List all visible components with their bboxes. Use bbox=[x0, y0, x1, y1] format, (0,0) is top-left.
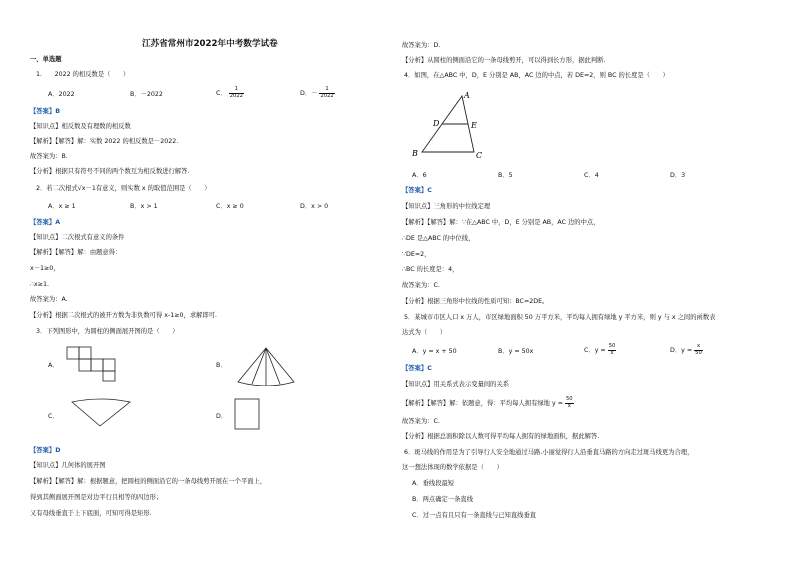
q4-step-2: ∵DE=2， bbox=[402, 251, 431, 258]
q4-option-a: A．6 bbox=[412, 172, 427, 179]
q4-step-3: ∴BC 的长度是：4， bbox=[402, 266, 459, 273]
q1-option-c-fraction: $\frac{1}{2022}$ bbox=[229, 86, 243, 99]
q3-step-2: 又有母线垂直于上下底面，可知可得是矩形. bbox=[30, 510, 152, 517]
q1-option-a: A．2022 bbox=[48, 91, 75, 98]
q2-conclusion: 故答案为：A. bbox=[30, 296, 68, 303]
q1-knowledge-point: 【知识点】相反数及有理数的相反数 bbox=[30, 123, 131, 130]
q3-pyramid-net-figure bbox=[236, 346, 296, 386]
q4-option-c: C．4 bbox=[584, 172, 599, 179]
q3-sector-figure bbox=[70, 398, 132, 428]
q3-solution: 【解析】【解答】解：根据题意，把圆柱的侧面沿它的一条母线剪开展在一个平面上， bbox=[30, 478, 267, 485]
q6-option-c: C．过一点有且只有一条直线与已知直线垂直 bbox=[412, 512, 537, 519]
q4-analysis: 【分析】根据三角形中位线的性质可知：BC=2DE。 bbox=[402, 298, 549, 305]
q2-analysis: 【分析】根据二次根式的被开方数为非负数可得 x-1≥0，求解即可. bbox=[30, 312, 218, 319]
question-1-stem: 1. 2022 的相反数是（ ） bbox=[36, 71, 130, 78]
q5-option-a: A．y = x + 50 bbox=[412, 348, 457, 355]
label-D: D bbox=[433, 119, 440, 128]
q5-option-c bbox=[584, 344, 616, 356]
q1-option-c bbox=[216, 87, 244, 99]
question-4-stem: 4．如图，在△ABC 中，D，E 分别是 AB，AC 边的中点，若 DE=2，则 BC 的长度是（ ） bbox=[404, 72, 669, 79]
q1-answer: 【答案】B bbox=[30, 108, 60, 115]
q5-option-c-fraction: $\frac{50}{x}$ bbox=[608, 343, 616, 356]
q3-option-b-label: B． bbox=[216, 362, 227, 369]
q3-option-c-label: C． bbox=[48, 413, 59, 420]
label-E: E bbox=[471, 121, 477, 130]
left-column bbox=[30, 0, 390, 561]
q4-option-b: B．5 bbox=[498, 172, 513, 179]
q2-option-b: B．x > 1 bbox=[130, 203, 158, 210]
q4-knowledge-point: 【知识点】三角形的中位线定理 bbox=[402, 203, 491, 210]
question-6-stem-line-2: 这一想法体现的数学依据是（ ） bbox=[402, 464, 503, 471]
q1-solution: 【解析】【解答】解：实数 2022 的相反数是－2022. bbox=[30, 138, 179, 145]
q5-option-c-prefix: C．y = bbox=[584, 347, 606, 355]
q4-option-d: D．3 bbox=[670, 172, 686, 179]
section-heading: 一、单选题 bbox=[30, 56, 62, 63]
q5-option-b: B．y = 50x bbox=[498, 348, 534, 355]
question-6-stem-line-1: 6．斑马线的作用是为了引导行人安全地通过马路.小丽觉得行人沿垂直马路的方向走过斑马线更为合理， bbox=[404, 449, 694, 456]
q2-step-1: x－1≥0， bbox=[30, 265, 60, 272]
q6-option-b: B．两点确定一条直线 bbox=[412, 496, 473, 503]
q3-option-d-label: D． bbox=[216, 413, 228, 420]
q4-conclusion: 故答案为：C. bbox=[402, 282, 440, 289]
question-3-stem: 3．下列图形中，为圆柱的侧面展开图的是（ ） bbox=[36, 328, 179, 335]
q3-rectangle-figure bbox=[234, 398, 262, 432]
q2-answer: 【答案】A bbox=[30, 219, 61, 226]
q1-option-d-prefix: D．－ bbox=[300, 90, 318, 98]
q5-conclusion: 故答案为：C. bbox=[402, 418, 440, 425]
page-title: 江苏省常州市2022年中考数学试卷 bbox=[142, 39, 278, 49]
q1-option-b: B．－2022 bbox=[130, 91, 163, 98]
question-5-stem-line-1: 5．某城市市区人口 x 万人，市区绿地面积 50 万平方米，平均每人拥有绿地 y 平方米，则 y 与 x 之间的函数表 bbox=[404, 314, 716, 321]
q5-answer: 【答案】C bbox=[402, 365, 432, 372]
q2-knowledge-point: 【知识点】二次根式有意义的条件 bbox=[30, 234, 125, 241]
q1-conclusion: 故答案为：B. bbox=[30, 153, 68, 160]
q4-step-1: ∴DE 是△ABC 的中位线， bbox=[402, 235, 475, 242]
q2-step-2: ∴x≥1. bbox=[30, 281, 50, 288]
q4-solution: 【解析】【解答】解：∵在△ABC 中，D，E 分别是 AB，AC 边的中点， bbox=[402, 219, 600, 226]
label-B: B bbox=[412, 149, 418, 158]
q5-option-d bbox=[670, 344, 703, 356]
q5-solution-text: 【解析】【解答】解：依题意，得：平均每人拥有绿地 y = bbox=[402, 400, 563, 408]
right-column bbox=[402, 0, 762, 561]
label-A: A bbox=[464, 91, 470, 100]
q3-step-1: 得到其侧面展开图是对边平行且相等的四边形； bbox=[30, 494, 163, 501]
q5-option-d-fraction: $\frac{x}{50}$ bbox=[695, 343, 702, 356]
q5-option-d-prefix: D．y = bbox=[670, 347, 693, 355]
q3-knowledge-point: 【知识点】几何体的展开图 bbox=[30, 462, 106, 469]
question-5-stem-line-2: 达式为（ ） bbox=[402, 329, 447, 336]
question-2-stem: 2．若二次根式√x－1有意义，则实数 x 的取值范围是（ ） bbox=[36, 185, 211, 192]
label-C: C bbox=[476, 151, 483, 160]
q1-option-d-fraction: $\frac{1}{2022}$ bbox=[320, 86, 334, 99]
q2-solution: 【解析】【解答】解：由题意得： bbox=[30, 249, 122, 256]
q5-analysis: 【分析】根据总面积除以人数可得平均每人拥有的绿地面积，据此解答. bbox=[402, 433, 600, 440]
q2-option-d: D．x > 0 bbox=[300, 203, 329, 210]
q3-analysis: 【分析】从圆柱的侧面沿它的一条母线剪开，可以得到长方形，据此判断. bbox=[402, 57, 606, 64]
q5-solution-fraction: $\frac{50}{x}$ bbox=[566, 396, 573, 409]
q2-option-a: A．x ≥ 1 bbox=[48, 203, 76, 210]
q3-cube-net-figure bbox=[66, 346, 118, 382]
q3-conclusion: 故答案为：D. bbox=[402, 42, 441, 49]
q5-solution bbox=[402, 397, 574, 409]
q2-option-c: C．x ≥ 0 bbox=[216, 203, 244, 210]
q6-option-a: A．垂线段最短 bbox=[412, 480, 455, 487]
q1-option-d bbox=[300, 87, 335, 99]
q3-answer: 【答案】D bbox=[30, 447, 61, 454]
q1-analysis: 【分析】根据只有符号不同的两个数互为相反数进行解答. bbox=[30, 168, 190, 175]
q4-triangle-figure bbox=[408, 88, 488, 164]
q5-knowledge-point: 【知识点】用关系式表示变量间的关系 bbox=[402, 381, 510, 388]
q1-option-c-prefix: C． bbox=[216, 90, 227, 98]
q4-answer: 【答案】C bbox=[402, 187, 432, 194]
q3-option-a-label: A． bbox=[48, 362, 59, 369]
